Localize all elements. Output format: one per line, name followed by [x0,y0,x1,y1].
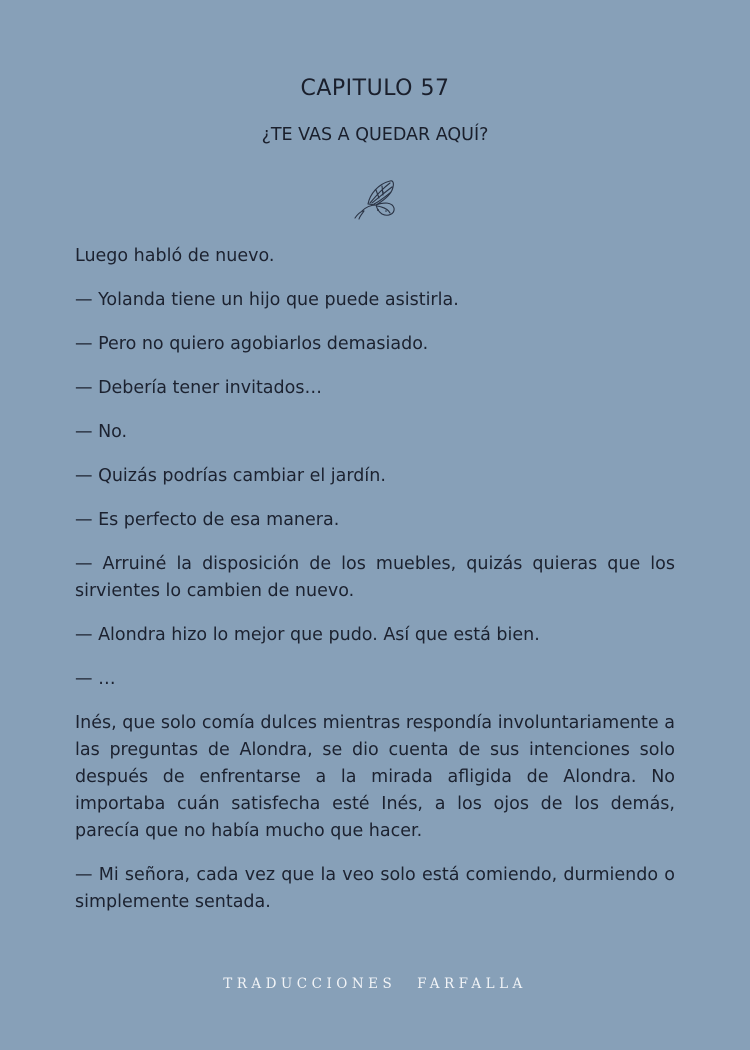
paragraph: — Arruiné la disposición de los muebles, quizás quieras que los sirvientes lo cambien de nuevo. [75,554,675,601]
paragraph: Luego habló de nuevo. [75,246,275,266]
chapter-title: CAPITULO 57 [300,76,450,101]
paragraph: Inés, que solo comía dulces mientras respondía involuntariamente a las preguntas de Alondra, se dio cuenta de sus intenciones solo después de enfrentarse a la mirada afligida de Alondra. No importaba cuán satisfecha esté Inés, a los ojos de los demás, parecía que no había mucho que hacer. [75,713,675,841]
chapter-body [75,243,675,933]
butterfly-icon [352,178,398,220]
chapter-subtitle: ¿TE VAS A QUEDAR AQUÍ? [261,125,489,145]
paragraph: — Pero no quiero agobiarlos demasiado. [75,334,429,354]
paragraph: — Quizás podrías cambiar el jardín. [75,466,386,486]
paragraph: — Es perfecto de esa manera. [75,510,340,530]
footer-credit: TRADUCCIONES FARFALLA [223,976,527,992]
paragraph: — … [75,669,116,689]
paragraph: — Alondra hizo lo mejor que pudo. Así que está bien. [75,625,540,645]
paragraph: — Mi señora, cada vez que la veo solo está comiendo, durmiendo o simplemente sentada. [75,865,675,912]
paragraph: — Debería tener invitados… [75,378,322,398]
paragraph: — No. [75,422,128,442]
paragraph: — Yolanda tiene un hijo que puede asistirla. [75,290,459,310]
